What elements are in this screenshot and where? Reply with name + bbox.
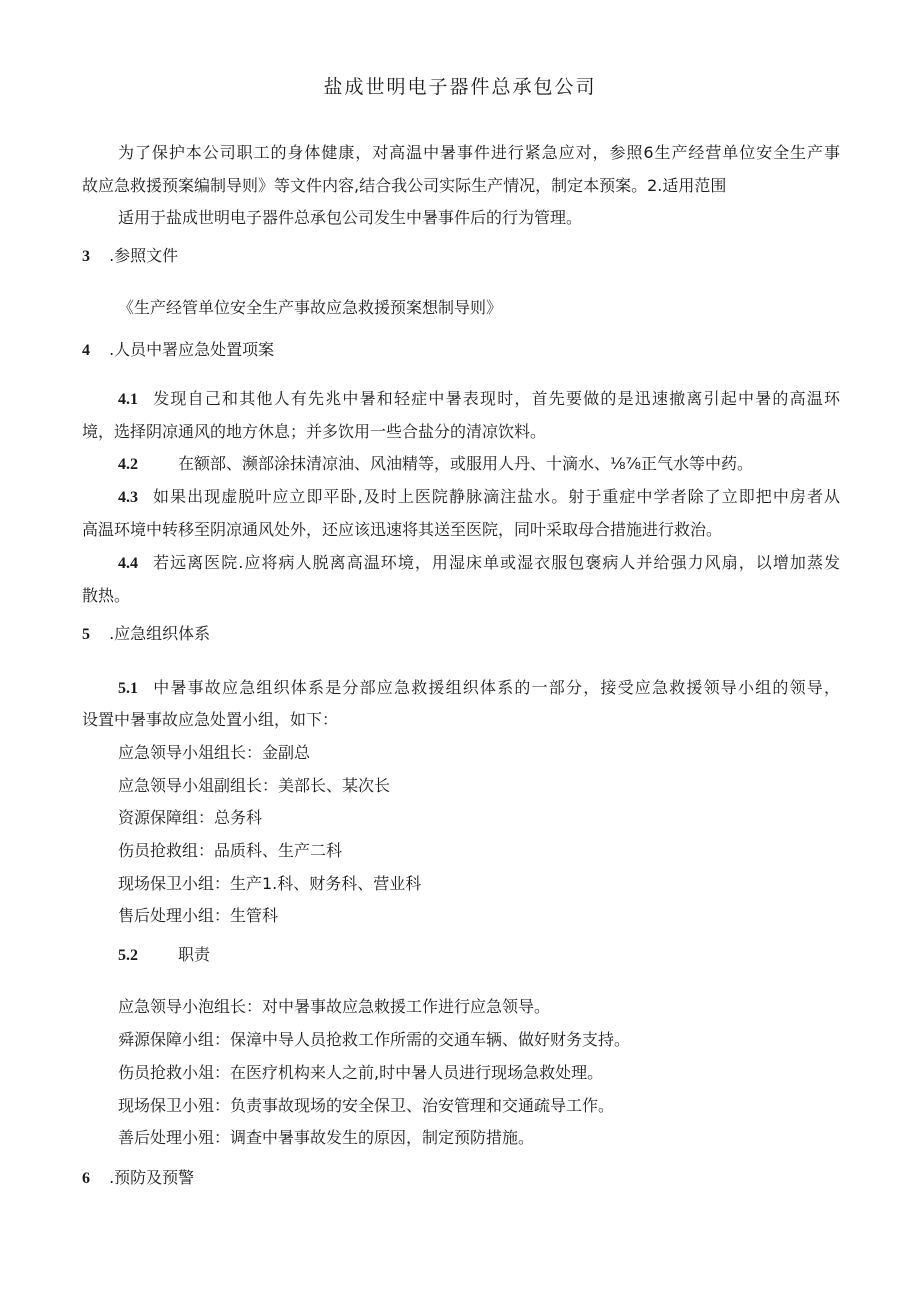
paragraph-4-1-line-1 bbox=[118, 387, 840, 412]
section-5-heading bbox=[82, 622, 210, 647]
section-4-heading bbox=[82, 338, 274, 363]
section-6-heading bbox=[82, 1166, 194, 1191]
role-item: 应急领导小俎副组长：美部长、某次长 bbox=[118, 776, 391, 795]
duty-item: 应急领导小泡组长：对中暑事故应急敕援工作进行应急领导。 bbox=[118, 997, 551, 1016]
paragraph-text: 如果出现虚脱叶应立即平卧,及时上医院静脉滴注盐水。射于重症中学者除了立即把中房者从 bbox=[152, 487, 840, 506]
section-number: 4 bbox=[82, 342, 90, 359]
role-item: 资源保障组：总务科 bbox=[118, 808, 263, 827]
paragraph-4-2 bbox=[118, 452, 753, 477]
section-number: 3 bbox=[82, 248, 90, 265]
role-item: 售后处理小组：生管科 bbox=[118, 906, 279, 925]
document-title: 盐成世明电子器件总承包公司 bbox=[323, 76, 597, 98]
duty-item: 伤员抢救小俎：在医疗机构来人之前,时中暑人员进行现场急救处理。 bbox=[118, 1063, 604, 1082]
paragraph-number: 4.1 bbox=[118, 391, 138, 408]
section-title: .人员中署应急处置项案 bbox=[109, 340, 275, 359]
paragraph-text: 在额部、濒部涂抹清凉油、风油精等，或服用人丹、十滴水、⅛⅞正气水等中药。 bbox=[178, 454, 754, 473]
paragraph-number: 5.1 bbox=[118, 680, 138, 697]
role-item: 应急领导小俎组长：金副总 bbox=[118, 743, 311, 762]
intro-line-2: 故应急救援预案编制导则》等文件内容,结合我公司实际生产情况，制定本预案。2.适用范围 bbox=[82, 176, 727, 195]
subsection-5-2-heading bbox=[118, 943, 210, 968]
paragraph-number: 5.2 bbox=[118, 947, 138, 964]
paragraph-5-1-line-2: 设置中暑事故应急处置小组，如下： bbox=[82, 710, 339, 729]
section-number: 6 bbox=[82, 1170, 90, 1187]
role-item: 伤员抢救组：品质科、生产二科 bbox=[118, 841, 343, 860]
paragraph-4-4-line-1 bbox=[118, 551, 840, 576]
section-title: .应急组织体系 bbox=[109, 624, 211, 643]
section-3-heading bbox=[82, 244, 178, 269]
paragraph-5-1-line-1 bbox=[118, 676, 840, 701]
section-title: .预防及预警 bbox=[109, 1168, 195, 1187]
paragraph-4-3-line-2: 高温环境中转移至阴凉通风处外，还应该迅速将其送至医院，同叶采取母合措施进行救治。 bbox=[82, 520, 723, 539]
intro-line-1: 为了保护本公司职工的身体健康，对高温中暑事件进行紧急应对，参照6生产经营单位安全生产事 bbox=[118, 143, 840, 162]
paragraph-number: 4.4 bbox=[118, 555, 138, 572]
paragraph-text: 若远离医院.应将病人脱离高温环境，用湿床单或湿衣服包褒病人并给强力风扇，以增加蒸发 bbox=[152, 553, 840, 572]
duty-item: 善后处理小殂：调查中暑事故发生的原因，制定预防措施。 bbox=[118, 1128, 535, 1147]
intro-line-3: 适用于盐成世明电子器件总承包公司发生中暑事件后的行为管理。 bbox=[118, 208, 583, 227]
paragraph-4-3-line-1 bbox=[118, 485, 840, 510]
paragraph-number: 4.3 bbox=[118, 489, 138, 506]
paragraph-4-1-line-2: 境，选择阴凉通风的地方休息；并多饮用一些合盐分的清凉饮料。 bbox=[82, 422, 547, 441]
paragraph-number: 4.2 bbox=[118, 456, 138, 473]
paragraph-text: 发现自己和其他人有先兆中暑和轻症中暑表现时，首先要做的是迅速撤离引起中暑的高温环 bbox=[152, 389, 840, 408]
section-title: .参照文件 bbox=[109, 246, 179, 265]
section-number: 5 bbox=[82, 626, 90, 643]
subsection-title: 职责 bbox=[178, 945, 211, 964]
reference-document: 《生产经管单位安全生产事故应急救援预案想制导则》 bbox=[118, 298, 503, 317]
paragraph-4-4-line-2: 散热。 bbox=[82, 586, 131, 605]
duty-item: 舜源保障小组：保漳中导人员抢救工作所需的交通车辆、做好财务支持。 bbox=[118, 1030, 631, 1049]
role-item: 现场保卫小组：生产1.科、财务科、营业科 bbox=[118, 874, 422, 893]
duty-item: 现场保卫小殂：负责事故现场的安全保卫、治安管理和交通疏导工作。 bbox=[118, 1096, 615, 1115]
paragraph-text: 中暑事故应急组织体系是分部应急救援组织体系的一部分，接受应急救援领导小组的领导， bbox=[152, 678, 840, 697]
